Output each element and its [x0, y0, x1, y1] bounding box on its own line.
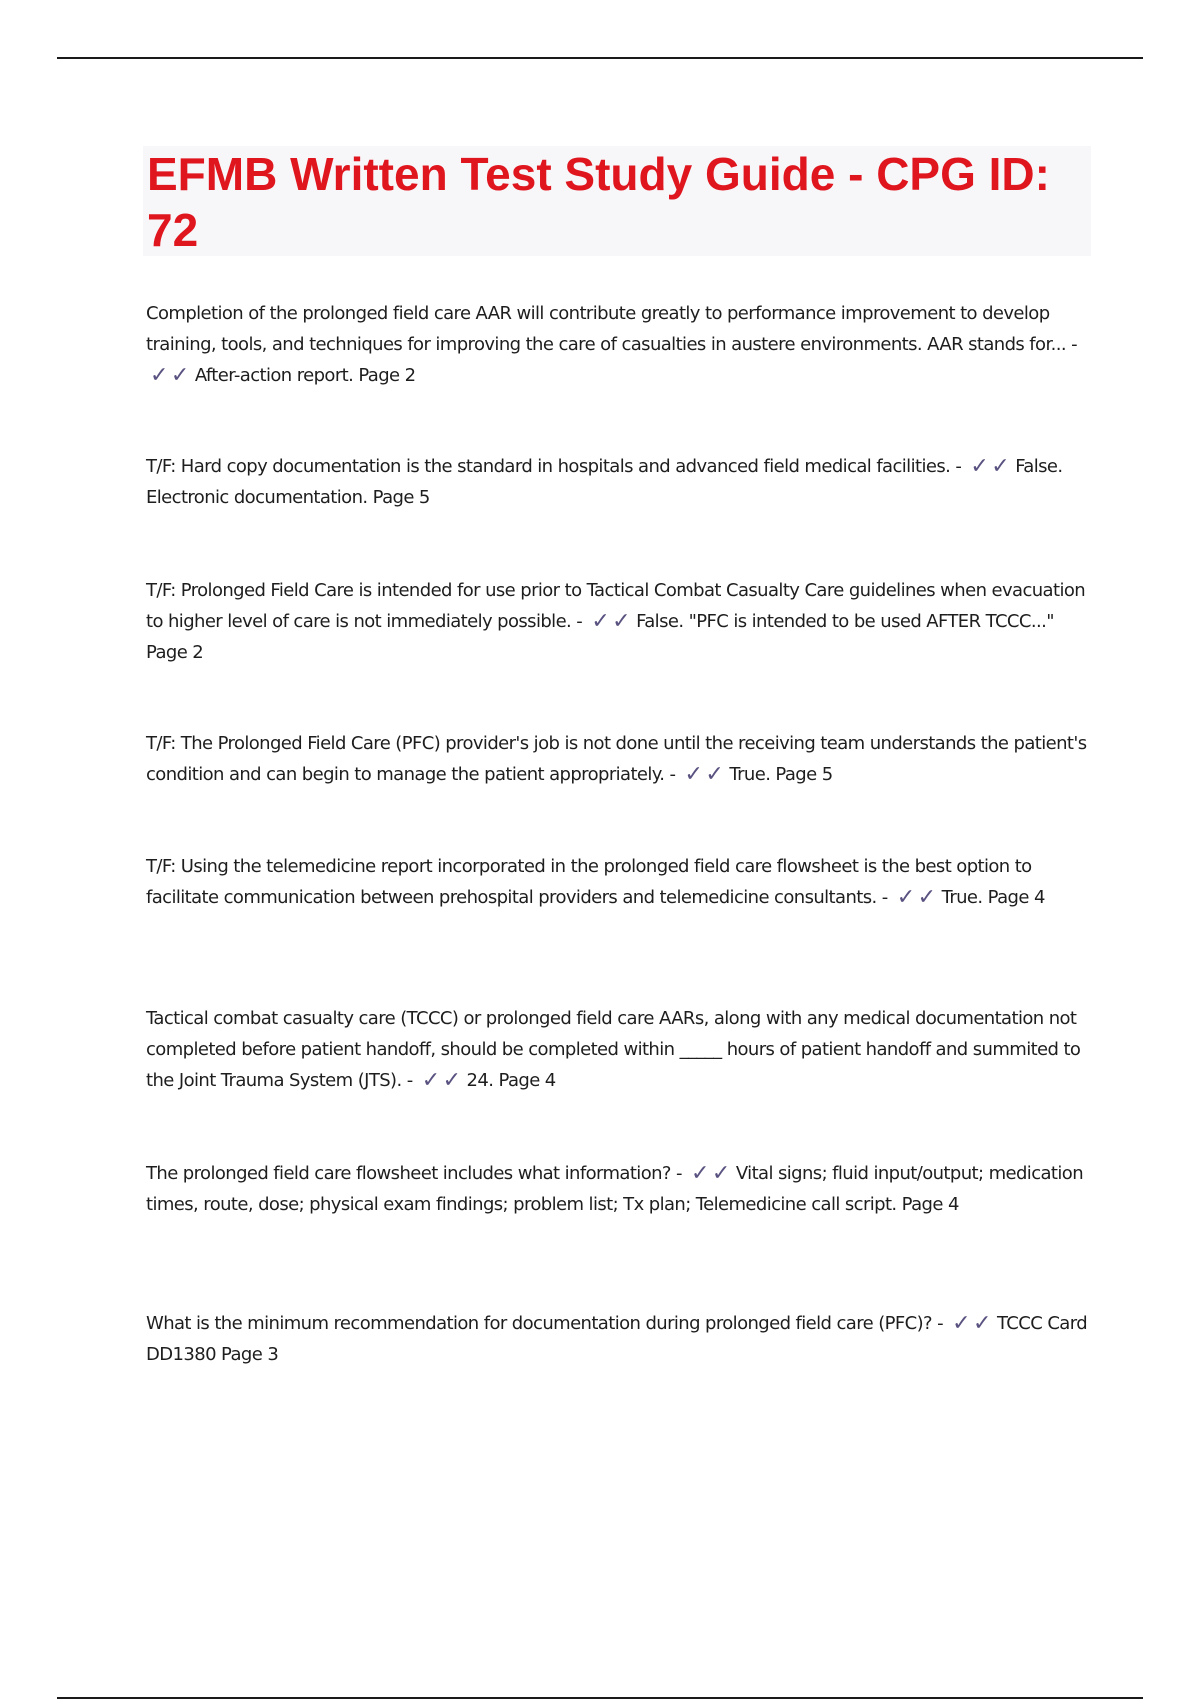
answer-text: TCCC Card DD1380 Page 3 — [146, 1313, 1088, 1365]
check-mark-icon: ✓ — [170, 363, 189, 388]
qa-item-4 — [146, 728, 1096, 790]
answer-text: Vital signs; fluid input/output; medication times, route, dose; physical exam findings; problem list; Tx plan; Telemedicine call script. Page 4 — [146, 1163, 1084, 1215]
qa-item-1 — [146, 298, 1096, 391]
check-mark-icon: ✓ — [991, 454, 1010, 479]
question-text: T/F: Using the telemedicine report incorporated in the prolonged field care flowsheet is the best option to facilitate communication between prehospital providers and telemedicine consultants. - — [146, 856, 1032, 908]
answer-text: 24. Page 4 — [466, 1070, 556, 1091]
question-text: T/F: The Prolonged Field Care (PFC) provider's job is not done until the receiving team understands the patient's condition and can begin to manage the patient appropriately. - — [146, 733, 1087, 785]
bottom-rule — [57, 1697, 1143, 1699]
check-mark-icon: ✓ — [711, 1161, 730, 1186]
check-mark-icon: ✓ — [442, 1068, 461, 1093]
check-mark-icon: ✓ — [150, 363, 168, 388]
question-text: Completion of the prolonged field care AAR will contribute greatly to performance improvement to develop training, tools, and techniques for improving the care of casualties in austere environments. AAR stands for... - — [146, 303, 1077, 355]
check-mark-icon: ✓ — [684, 762, 703, 787]
check-mark-icon: ✓ — [973, 1311, 991, 1336]
check-mark-icon: ✓ — [421, 1068, 440, 1093]
qa-item-2 — [146, 451, 1096, 513]
check-mark-icon: ✓ — [896, 885, 915, 910]
check-mark-icon: ✓ — [970, 454, 989, 479]
question-text: T/F: Hard copy documentation is the standard in hospitals and advanced field medical facilities. - — [146, 456, 962, 477]
qa-item-6 — [146, 1003, 1096, 1096]
answer-text: True. Page 5 — [729, 764, 833, 785]
check-mark-icon: ✓ — [917, 885, 936, 910]
qa-item-8 — [146, 1308, 1096, 1370]
question-text: T/F: Prolonged Field Care is intended for use prior to Tactical Combat Casualty Care guidelines when evacuation to higher level of care is not immediately possible. - — [146, 580, 1086, 632]
check-mark-icon: ✓ — [952, 1311, 970, 1336]
answer-text: False. "PFC is intended to be used AFTER TCCC..." Page 2 — [146, 611, 1054, 663]
question-text: Tactical combat casualty care (TCCC) or prolonged field care AARs, along with any medical documentation not completed before patient handoff, should be completed within _____ hours of patient handoff and summited to the Joint Trauma System (JTS). - — [146, 1008, 1081, 1091]
qa-item-3 — [146, 575, 1096, 668]
document-title: EFMB Written Test Study Guide - CPG ID: 72 — [147, 148, 1050, 256]
answer-text: False. Electronic documentation. Page 5 — [146, 456, 1063, 508]
check-mark-icon: ✓ — [591, 609, 610, 634]
answer-text: True. Page 4 — [941, 887, 1045, 908]
question-text: What is the minimum recommendation for documentation during prolonged field care (PFC)? - — [146, 1313, 944, 1334]
question-text: The prolonged field care flowsheet includes what information? - — [146, 1163, 682, 1184]
top-rule — [57, 57, 1143, 59]
check-mark-icon: ✓ — [691, 1161, 709, 1186]
check-mark-icon: ✓ — [705, 762, 724, 787]
answer-text: After-action report. Page 2 — [194, 365, 416, 386]
title-banner — [143, 146, 1091, 256]
qa-item-7 — [146, 1158, 1096, 1220]
qa-item-5 — [146, 851, 1096, 913]
check-mark-icon: ✓ — [612, 609, 631, 634]
